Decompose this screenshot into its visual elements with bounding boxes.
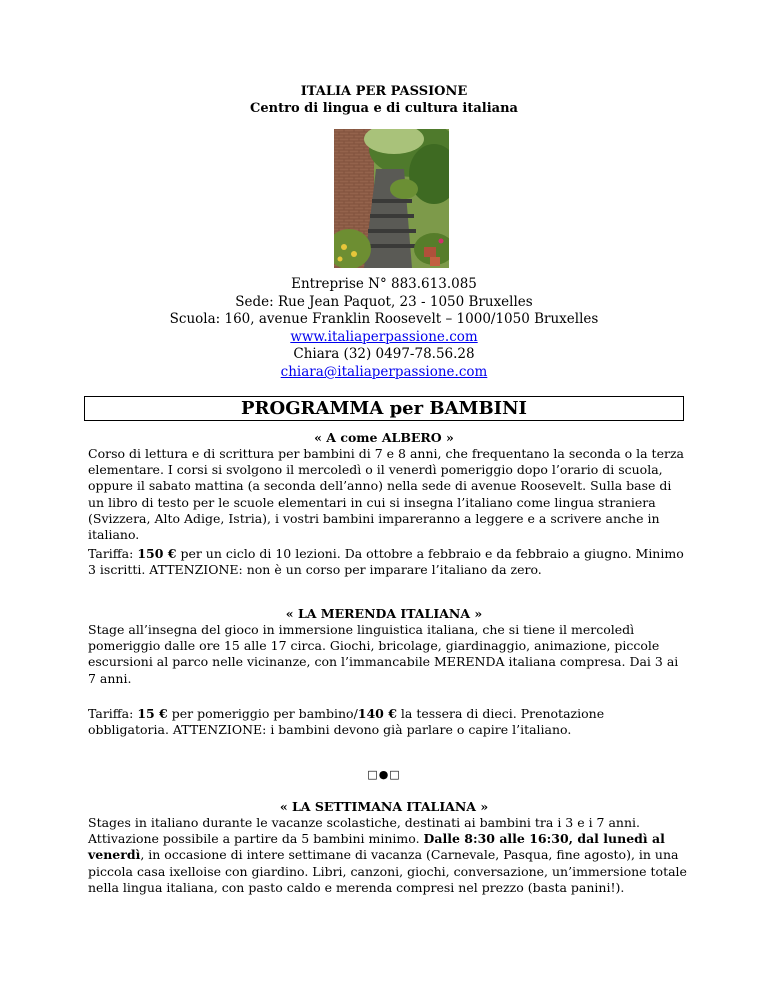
entreprise-number: Entreprise N° 883.613.085 [291,276,477,292]
section-body-albero: Corso di lettura e di scrittura per bambini di 7 e 8 anni, che frequentano la seconda o la terza elementare. I corsi si svolgono il mercoledì o il venerdì pomeriggio dopo l’orario di scuola, oppure il sabato mattina (a seconda dell’anno) nella sede di avenue Roosevelt. Sulla base di un libro di testo per le scuole elementari in cui si insegna l’italiano come lingua straniera (Svizzera, Alto Adige, Istria), i vostri bambini impareranno a leggere e a scrivere anche in italiano. [88,446,684,543]
school-address: Scuola: 160, avenue Franklin Roosevelt – 1000/1050 Bruxelles [169,311,599,328]
section-title-settimana: « LA SETTIMANA ITALIANA » [279,799,489,814]
contact-block [0,276,768,382]
garden-stairs-photo [334,129,449,268]
headquarters-address: Sede: Rue Jean Paquot, 23 - 1050 Bruxelles [235,293,533,310]
section-separator: □●□ [367,768,401,781]
section-title-albero: « A come ALBERO » [314,430,454,445]
program-title: PROGRAMMA per BAMBINI [84,396,684,421]
section-body-settimana: Stages in italiano durante le vacanze scolastiche, destinati ai bambini tra i 3 e i 7 anni. Attivazione possibile a partire da 5 bambini minimo. Dalle 8:30 alle 16:30, dal lunedì al venerdì, in occasione di intere settimane di vacanza (Carnevale, Pasqua, fine agosto), in una piccola casa ixelloise con giardino. Libri, canzoni, giochi, conversazione, un’immersione totale nella lingua italiana, con pasto caldo e merenda compresi nel prezzo (basta panini!). [88,815,687,895]
section-tariff-albero: Tariffa: 150 € per un ciclo di 10 lezioni. Da ottobre a febbraio e da febbraio a giugno. Minimo 3 iscritti. ATTENZIONE: non è un corso per imparare l’italiano da zero. [88,546,684,578]
section-tariff-merenda: Tariffa: 15 € per pomeriggio per bambino/140 € la tessera di dieci. Prenotazione obbligatoria. ATTENZIONE: i bambini devono già parlare o capire l’italiano. [88,706,605,738]
school-name: ITALIA PER PASSIONE [300,84,468,99]
section-body-merenda: Stage all’insegna del gioco in immersione linguistica italiana, che si tiene il mercoledì pomeriggio dalle ore 15 alle 17 circa. Giochi, bricolage, giardinaggio, animazione, piccole escursioni al parco nelle vicinanze, con l’immancabile MERENDA italiana compresa. Dai 3 ai 7 anni. [88,622,679,686]
website-link[interactable]: www.italiaperpassione.com [290,328,478,345]
email-link[interactable]: chiara@italiaperpassione.com [280,363,488,380]
document-header [0,83,768,117]
school-subtitle: Centro di lingua e di cultura italiana [250,101,518,116]
phone-number: Chiara (32) 0497-78.56.28 [293,346,475,363]
section-title-merenda: « LA MERENDA ITALIANA » [285,606,483,621]
